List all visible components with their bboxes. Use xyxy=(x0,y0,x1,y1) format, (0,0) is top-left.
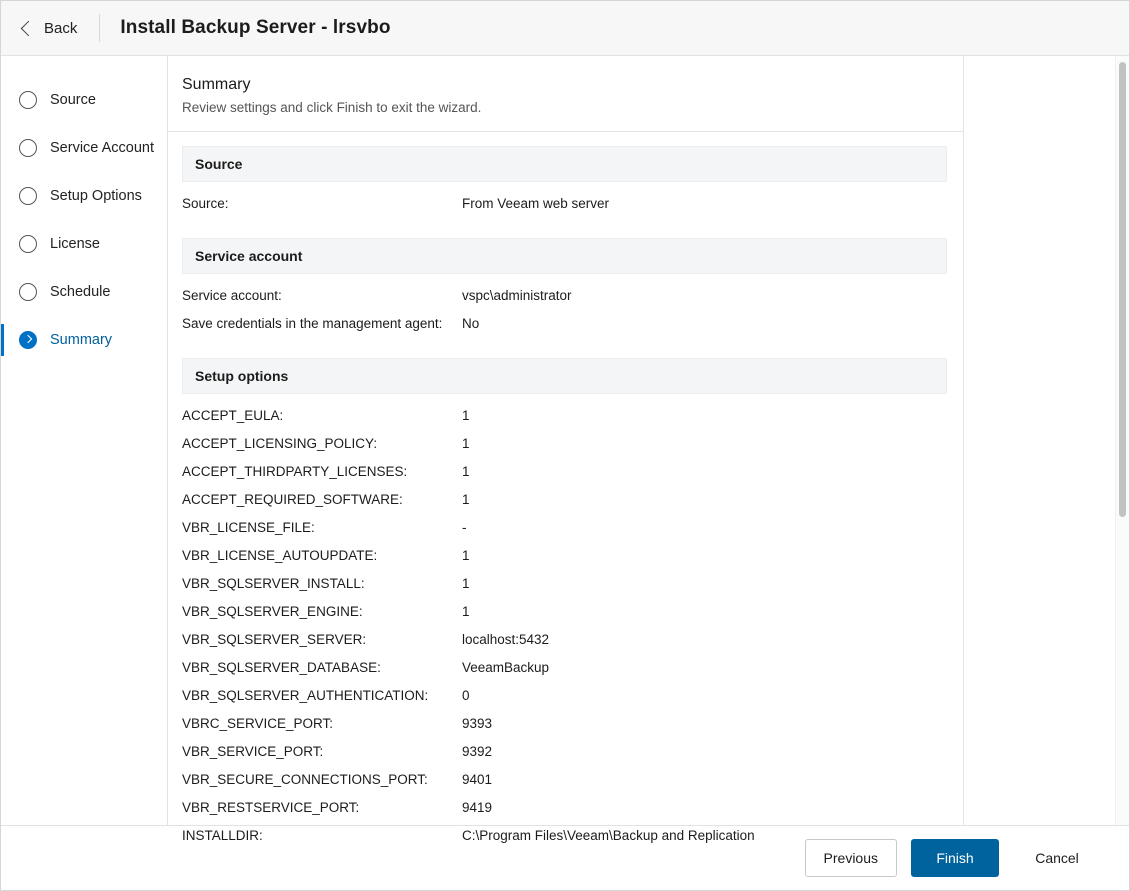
step-bullet-current-icon xyxy=(19,331,37,349)
sidebar-item-schedule[interactable] xyxy=(1,268,167,316)
table-row xyxy=(168,316,1129,344)
row-value: 9393 xyxy=(462,716,493,731)
table-row xyxy=(168,828,1129,856)
row-value: VeeamBackup xyxy=(462,660,550,675)
row-key: Save credentials in the management agent: xyxy=(182,316,443,331)
sidebar-item-label: Source xyxy=(50,92,96,108)
row-value: - xyxy=(462,520,467,535)
row-key: ACCEPT_LICENSING_POLICY: xyxy=(182,436,378,451)
back-button-label: Back xyxy=(44,19,78,37)
table-row xyxy=(168,660,1129,688)
table-row xyxy=(168,408,1129,436)
back-button[interactable] xyxy=(19,20,95,37)
sidebar-item-service-account[interactable] xyxy=(1,124,167,172)
row-value: No xyxy=(462,316,480,331)
table-row xyxy=(168,548,1129,576)
row-key: VBR_LICENSE_FILE: xyxy=(182,520,315,535)
row-value: localhost:5432 xyxy=(462,632,550,647)
table-row xyxy=(168,800,1129,828)
summary-content-area xyxy=(168,56,1129,843)
sidebar-item-license[interactable] xyxy=(1,220,167,268)
table-row xyxy=(168,288,1129,316)
table-row xyxy=(168,464,1129,492)
summary-subtitle: Review settings and click Finish to exit the wizard. xyxy=(182,100,482,115)
row-key: INSTALLDIR: xyxy=(182,828,263,843)
row-key: VBR_SQLSERVER_SERVER: xyxy=(182,632,367,647)
row-value: 1 xyxy=(462,604,470,619)
row-value: 1 xyxy=(462,548,470,563)
section-rows-source xyxy=(168,196,1129,224)
section-rows-service-account xyxy=(168,288,1129,344)
window-scrollbar[interactable] xyxy=(1115,56,1129,825)
summary-title: Summary xyxy=(182,76,251,93)
row-value: 1 xyxy=(462,464,470,479)
step-bullet-icon xyxy=(19,187,37,205)
row-key: ACCEPT_REQUIRED_SOFTWARE: xyxy=(182,492,403,507)
row-value: 1 xyxy=(462,492,470,507)
step-bullet-icon xyxy=(19,91,37,109)
row-key: Source: xyxy=(182,196,229,211)
row-value: 1 xyxy=(462,408,470,423)
sidebar-item-setup-options[interactable] xyxy=(1,172,167,220)
step-bullet-icon xyxy=(19,139,37,157)
row-key: VBRC_SERVICE_PORT: xyxy=(182,716,334,731)
row-value: 9392 xyxy=(462,744,493,759)
page-title: Install Backup Server - lrsvbo xyxy=(120,17,391,38)
row-key: VBR_SQLSERVER_DATABASE: xyxy=(182,660,381,675)
row-value: 1 xyxy=(462,576,470,591)
table-row xyxy=(168,772,1129,800)
row-value: vspc\administrator xyxy=(462,288,572,303)
chevron-left-icon xyxy=(21,20,37,36)
row-value: 0 xyxy=(462,688,470,703)
sidebar-item-label: Schedule xyxy=(50,284,111,300)
row-value: 1 xyxy=(462,436,470,451)
row-key: VBR_SQLSERVER_INSTALL: xyxy=(182,576,365,591)
sidebar-item-summary[interactable] xyxy=(1,316,167,364)
sidebar-item-source[interactable] xyxy=(1,76,167,124)
table-row xyxy=(168,604,1129,632)
row-value: C:\Program Files\Veeam\Backup and Replication xyxy=(462,828,755,843)
row-value: 9419 xyxy=(462,800,493,815)
header-divider xyxy=(99,14,100,42)
row-key: VBR_SQLSERVER_AUTHENTICATION: xyxy=(182,688,429,703)
row-key: Service account: xyxy=(182,288,282,303)
row-value: 9401 xyxy=(462,772,493,787)
summary-scroll-region[interactable] xyxy=(168,56,1129,843)
window-body xyxy=(1,56,1129,843)
table-row xyxy=(168,576,1129,604)
row-key: VBR_SERVICE_PORT: xyxy=(182,744,324,759)
cancel-button[interactable]: Cancel xyxy=(1013,839,1101,877)
row-key: VBR_SQLSERVER_ENGINE: xyxy=(182,604,363,619)
table-row xyxy=(168,492,1129,520)
finish-button[interactable]: Finish xyxy=(911,839,999,877)
section-rows-setup-options xyxy=(168,408,1129,856)
table-row xyxy=(168,520,1129,548)
section-header-service-account: Service account xyxy=(182,238,947,274)
window-scrollbar-thumb[interactable] xyxy=(1119,62,1126,517)
step-bullet-icon xyxy=(19,283,37,301)
table-row xyxy=(168,716,1129,744)
row-key: ACCEPT_EULA: xyxy=(182,408,284,423)
sidebar-item-label: Setup Options xyxy=(50,188,142,204)
table-row xyxy=(168,688,1129,716)
row-key: ACCEPT_THIRDPARTY_LICENSES: xyxy=(182,464,408,479)
row-value: From Veeam web server xyxy=(462,196,610,211)
table-row xyxy=(168,436,1129,464)
row-key: VBR_SECURE_CONNECTIONS_PORT: xyxy=(182,772,428,787)
sidebar-item-label: License xyxy=(50,236,100,252)
sidebar-item-label: Summary xyxy=(50,332,113,348)
previous-button[interactable]: Previous xyxy=(805,839,897,877)
content-right-divider xyxy=(963,56,964,825)
window-header xyxy=(1,1,1129,56)
table-row xyxy=(168,632,1129,660)
section-header-source: Source xyxy=(182,146,947,182)
wizard-steps-sidebar xyxy=(1,56,168,825)
table-row xyxy=(168,744,1129,772)
step-bullet-icon xyxy=(19,235,37,253)
row-key: VBR_RESTSERVICE_PORT: xyxy=(182,800,360,815)
section-header-setup-options: Setup options xyxy=(182,358,947,394)
row-key: VBR_LICENSE_AUTOUPDATE: xyxy=(182,548,378,563)
summary-header xyxy=(168,56,963,132)
table-row xyxy=(168,196,1129,224)
sidebar-item-label: Service Account xyxy=(50,140,154,156)
